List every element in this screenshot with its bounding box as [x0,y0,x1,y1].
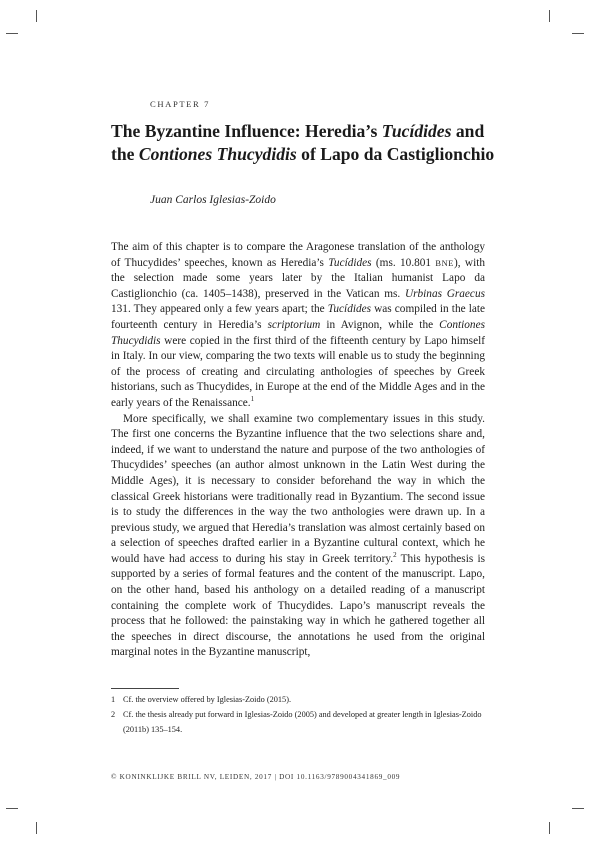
footnote [111,707,496,737]
crop-mark-bottom-left-h [6,808,18,809]
crop-mark-bottom-right [549,822,550,834]
footnote [111,692,496,707]
chapter-title [111,120,511,166]
copyright-line: © KONINKLIJKE BRILL NV, LEIDEN, 2017 | DOI 10.1163/9789004341869_009 [111,773,401,781]
footnote-divider [111,688,179,689]
crop-mark-top-left-h [6,33,18,34]
footnote-text: Cf. the overview offered by Iglesias-Zoido (2015). [123,695,292,704]
footnote-number: 2 [111,710,116,719]
author-name: Juan Carlos Iglesias-Zoido [150,194,276,206]
chapter-label: CHAPTER 7 [150,99,210,109]
footnote-ref-2[interactable]: 2 [393,551,397,560]
title-part: of Lapo da Castiglionchio [296,144,495,164]
paragraph-1: The aim of this chapter is to compare the Aragonese translation of the anthology of Thucydides’ speeches, known as Heredia’s Tucídides (ms. 10.801 BNE), with the selection made some years later by the Italian humanist Lapo da Castiglionchio (ca. 1405–1438), preserved in the Vatican ms. Urbinas Graecus 131. They appeared only a few years apart; the Tucídides was compiled in the late fourteenth century in Heredia’s scriptorium in Avignon, while the Contiones Thucydidis were copied in the first third of the fifteenth century by Lapo himself in Italy. In our view, comparing the two texts will enable us to study the beginning of the process of creating and circulating anthologies of speeches by Greek historians, such as Thucydides, in Europe at the end of the Middle Ages and in the early years of the Renaissance.$^1$ [111,241,485,409]
footnotes [111,692,496,737]
crop-mark-top-right-h [572,33,584,34]
title-part: and the [111,121,485,164]
crop-mark-top-right [549,10,550,22]
title-italic: Tucídides [381,121,452,141]
paragraph-2: More specifically, we shall examine two complementary issues in this study. The first one concerns the Byzantine influence that the two selections share and, indeed, if we want to understand the nature and purpose of the two anthologies of Thucydides’ speeches (an author almost unknown in the Latin West during the Middle Ages), it is necessary to consider beforehand the way in which the classical Greek historians were traditionally read in Byzantium. The second issue is to study the differences in the way the two anthologies were drawn up. In a previous study, we argued that Heredia’s translation was almost certainly based on a selection of speeches drafted earlier in a Byzantine cultural context, which he would have had access to during his stay in Greek territory.$^2$ This hypothesis is supported by a series of formal features and the content of the manuscript. Lapo, on the other hand, based his anthology on a detailed reading of a manuscript containing the complete work of Thucydides. Lapo’s manuscript reveals the process that he followed: the painstaking way in which he gathered together all the speeches in direct discourse, the annotations he used from the original marginal notes in the Byzantine manuscript, [111,412,485,659]
footnote-number: 1 [111,695,116,704]
crop-mark-top-left [36,10,37,22]
title-part: The Byzantine Influence: Heredia’s [111,121,382,141]
crop-mark-bottom-left [36,822,37,834]
title-italic: Contiones Thucydidis [138,144,297,164]
footnote-text: Cf. the thesis already put forward in Iglesias-Zoido (2005) and developed at greater length in Iglesias-Zoido (2011b) 135–154. [123,710,482,734]
footnote-ref-1[interactable]: 1 [250,395,255,404]
crop-mark-bottom-right-h [572,808,584,809]
body-text [111,240,485,661]
